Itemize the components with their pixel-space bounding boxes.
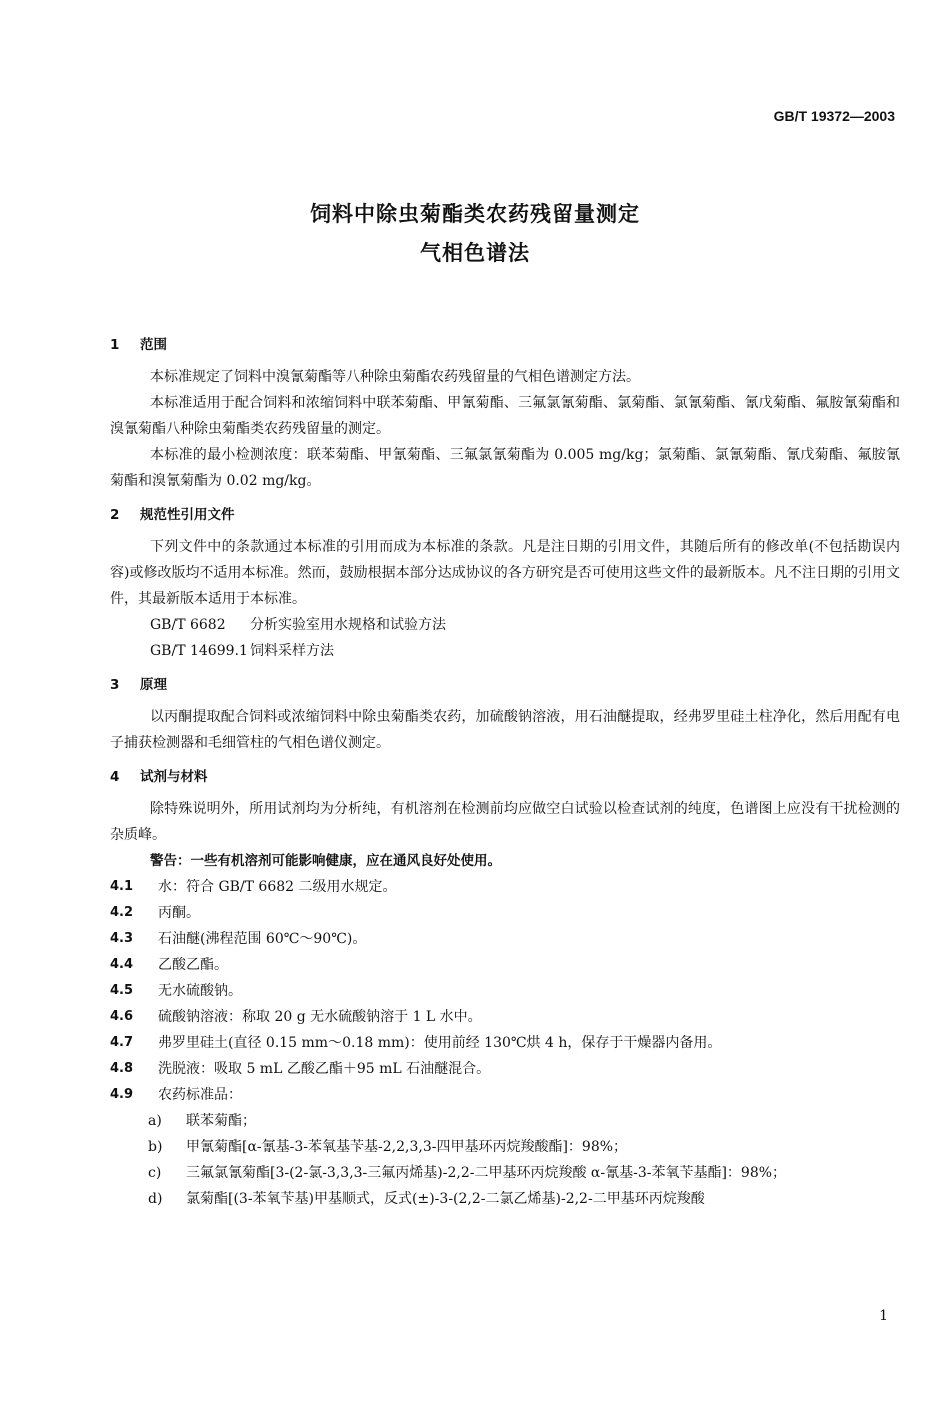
sub-item-label: d): [148, 1191, 163, 1207]
section-heading-reagents: [110, 764, 900, 790]
section-heading-scope: [110, 332, 900, 358]
item-text: 石油醚(沸程范围 60℃～90℃)。: [158, 931, 367, 947]
sub-item: [110, 1186, 900, 1212]
list-item: [110, 1004, 900, 1030]
list-item: [110, 900, 900, 926]
reference-title: 分析实验室用水规格和试验方法: [250, 617, 446, 633]
sub-item: [110, 1134, 900, 1160]
section-heading-principle: [110, 672, 900, 698]
list-item: [110, 952, 900, 978]
item-number: 4.2: [110, 905, 134, 920]
sub-item-text: 甲氰菊酯[α-氰基-3-苯氧基苄基-2,2,3,3-四甲基环丙烷羧酸酯]：98%；: [186, 1139, 628, 1155]
sub-item: [110, 1108, 900, 1134]
sub-item-text: 三氟氯氰菊酯[3-(2-氯-3,3,3-三氟丙烯基)-2,2-二甲基环丙烷羧酸 α-氰基-3-苯氧苄基酯]：98%；: [186, 1165, 787, 1181]
sub-item-text: 联苯菊酯；: [186, 1113, 256, 1129]
item-text: 无水硫酸钠。: [158, 983, 242, 999]
document-subtitle: 气相色谱法: [420, 241, 530, 265]
section-title: 范围: [140, 337, 167, 353]
section-title: 规范性引用文件: [140, 507, 235, 523]
list-item: [110, 978, 900, 1004]
item-text: 乙酸乙酯。: [158, 957, 228, 973]
item-number: 4.1: [110, 879, 134, 894]
item-number: 4.7: [110, 1035, 134, 1050]
paragraph: 下列文件中的条款通过本标准的引用而成为本标准的条款。凡是注日期的引用文件，其随后所有的修改单(不包括勘误内容)或修改版均不适用本标准。然而，鼓励根据本部分达成协议的各方研究是否可使用这些文件的最新版本。凡不注日期的引用文件，其最新版本适用于本标准。: [110, 539, 900, 607]
paragraph: 除特殊说明外，所用试剂均为分析纯，有机溶剂在检测前均应做空白试验以检查试剂的纯度，色谱图上应没有干扰检测的杂质峰。: [110, 801, 900, 843]
sub-item-label: c): [148, 1165, 162, 1181]
item-number: 4.6: [110, 1009, 134, 1024]
list-item: [110, 1056, 900, 1082]
list-item: [110, 1082, 900, 1108]
document-body: [110, 324, 900, 1212]
item-text: 丙酮。: [158, 905, 200, 921]
section-number: 2: [110, 507, 120, 523]
standard-number: GB/T 19372—2003: [773, 108, 895, 124]
document-title: 饲料中除虫菊酯类农药残留量测定: [310, 202, 640, 226]
item-text: 硫酸钠溶液：称取 20 g 无水硫酸钠溶于 1 L 水中。: [158, 1009, 482, 1025]
reference-item: [110, 612, 900, 638]
item-text: 水：符合 GB/T 6682 二级用水规定。: [158, 879, 397, 895]
item-number: 4.9: [110, 1087, 134, 1102]
paragraph: 本标准规定了饲料中溴氰菊酯等八种除虫菊酯农药残留量的气相色谱测定方法。: [150, 369, 640, 385]
sub-item-text: 氯菊酯[(3-苯氧苄基)甲基顺式，反式(±)-3-(2,2-二氯乙烯基)-2,2-二甲基环丙烷羧酸: [186, 1191, 705, 1207]
section-number: 3: [110, 677, 120, 693]
paragraph: 本标准的最小检测浓度：联苯菊酯、甲氰菊酯、三氟氯氰菊酯为 0.005 mg/kg；氯菊酯、氯氰菊酯、氰戊菊酯、氟胺氰菊酯和溴氰菊酯为 0.02 mg/kg。: [110, 447, 900, 489]
reference-code: GB/T 6682: [150, 617, 226, 633]
item-number: 4.8: [110, 1061, 134, 1076]
item-number: 4.3: [110, 931, 134, 946]
section-number: 4: [110, 769, 120, 785]
item-text: 弗罗里硅土(直径 0.15 mm～0.18 mm)：使用前经 130℃烘 4 h，保存于干燥器内备用。: [158, 1035, 722, 1051]
section-number: 1: [110, 337, 120, 353]
paragraph: 本标准适用于配合饲料和浓缩饲料中联苯菊酯、甲氰菊酯、三氟氯氰菊酯、氯菊酯、氯氰菊酯、氰戊菊酯、氟胺氰菊酯和溴氰菊酯八种除虫菊酯类农药残留量的测定。: [110, 395, 900, 437]
page-number: 1: [879, 1308, 888, 1324]
paragraph: 以丙酮提取配合饲料或浓缩饲料中除虫菊酯类农药，加硫酸钠溶液，用石油醚提取，经弗罗里硅土柱净化，然后用配有电子捕获检测器和毛细管柱的气相色谱仪测定。: [110, 709, 900, 751]
sub-item: [110, 1160, 900, 1186]
list-item: [110, 926, 900, 952]
section-heading-normative-references: [110, 502, 900, 528]
warning-text: 警告：一些有机溶剂可能影响健康，应在通风良好处使用。: [150, 853, 501, 869]
sub-item-label: b): [148, 1139, 163, 1155]
reference-item: [110, 638, 900, 664]
reference-title: 饲料采样方法: [250, 643, 334, 659]
item-text: 洗脱液：吸取 5 mL 乙酸乙酯＋95 mL 石油醚混合。: [158, 1061, 491, 1077]
item-number: 4.4: [110, 957, 134, 972]
list-item: [110, 874, 900, 900]
section-title: 原理: [140, 677, 167, 693]
reference-code: GB/T 14699.1: [150, 643, 248, 659]
item-number: 4.5: [110, 983, 134, 998]
item-text: 农药标准品：: [158, 1087, 242, 1103]
section-title: 试剂与材料: [140, 769, 208, 785]
list-item: [110, 1030, 900, 1056]
sub-item-label: a): [148, 1113, 162, 1129]
